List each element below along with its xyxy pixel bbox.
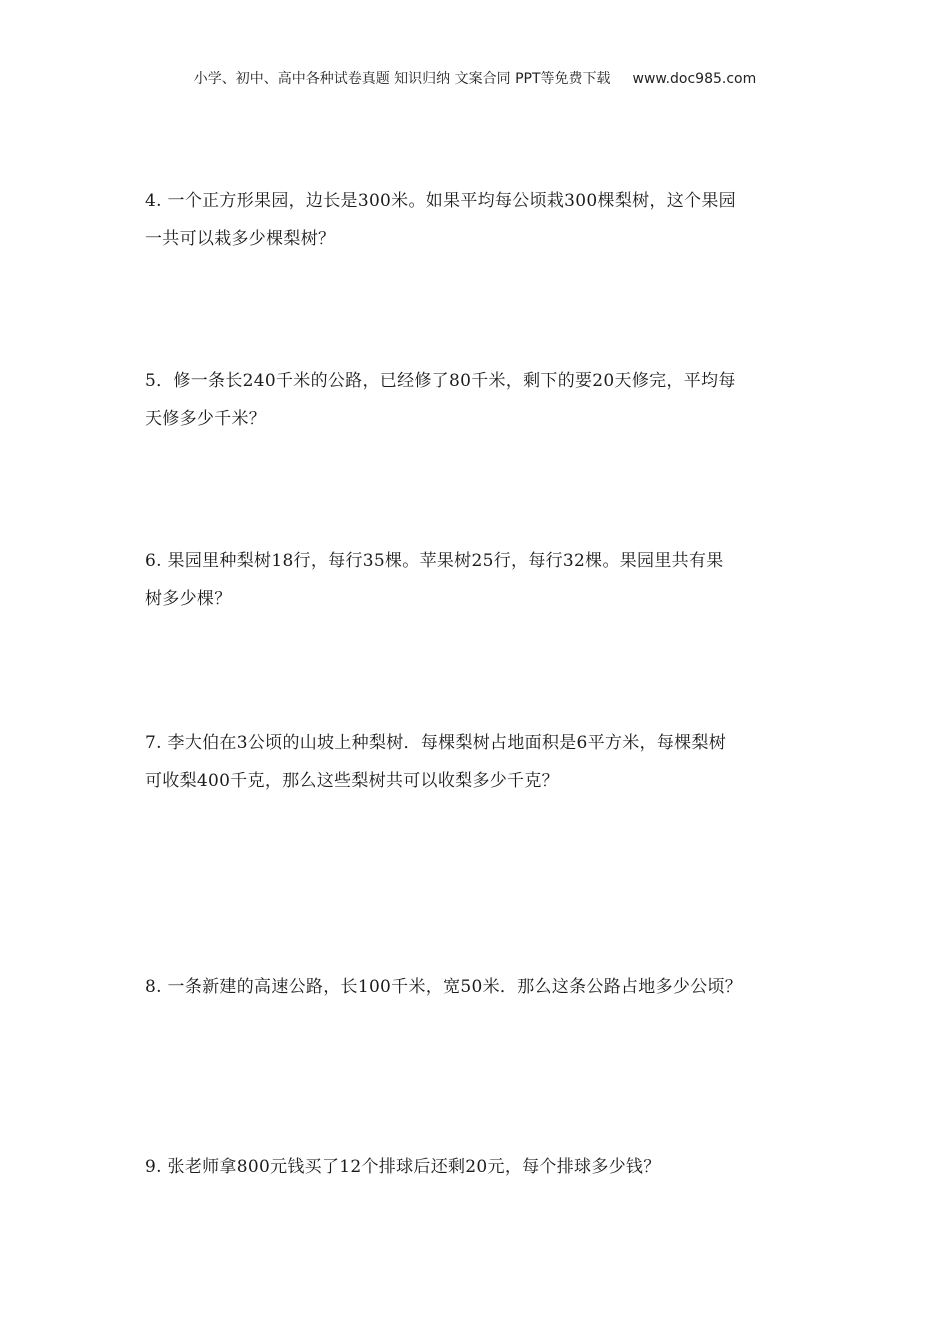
question-7 bbox=[145, 724, 810, 800]
question-8-line-1: 8. 一条新建的高速公路，长100千米，宽50米．那么这条公路占地多少公顷？ bbox=[145, 977, 743, 997]
page-header bbox=[0, 68, 950, 88]
question-6-line-2: 树多少棵？ bbox=[145, 589, 232, 609]
header-url: www.doc985.com bbox=[632, 71, 757, 87]
question-4-line-1: 4. 一个正方形果园，边长是300米。如果平均每公顷栽300棵梨树，这个果园 bbox=[145, 191, 736, 211]
question-9 bbox=[145, 1148, 810, 1186]
question-5 bbox=[145, 362, 810, 438]
question-7-line-2: 可收梨400千克，那么这些梨树共可以收梨多少千克？ bbox=[145, 771, 559, 791]
question-6 bbox=[145, 542, 810, 618]
question-9-line-1: 9. 张老师拿800元钱买了12个排球后还剩20元，每个排球多少钱？ bbox=[145, 1157, 661, 1177]
question-5-line-2: 天修多少千米？ bbox=[145, 409, 267, 429]
header-text: 小学、初中、高中各种试卷真题 知识归纳 文案合同 PPT等免费下载 bbox=[193, 71, 611, 87]
question-4-line-2: 一共可以栽多少棵梨树？ bbox=[145, 229, 336, 249]
question-4 bbox=[145, 182, 810, 258]
question-6-line-1: 6. 果园里种梨树18行，每行35棵。苹果树25行，每行32棵。果园里共有果 bbox=[145, 551, 724, 571]
question-7-line-1: 7. 李大伯在3公顷的山坡上种梨树．每棵梨树占地面积是6平方米，每棵梨树 bbox=[145, 733, 727, 753]
question-5-line-1: 5．修一条长240千米的公路，已经修了80千米，剩下的要20天修完，平均每 bbox=[145, 371, 736, 391]
question-8 bbox=[145, 968, 810, 1006]
